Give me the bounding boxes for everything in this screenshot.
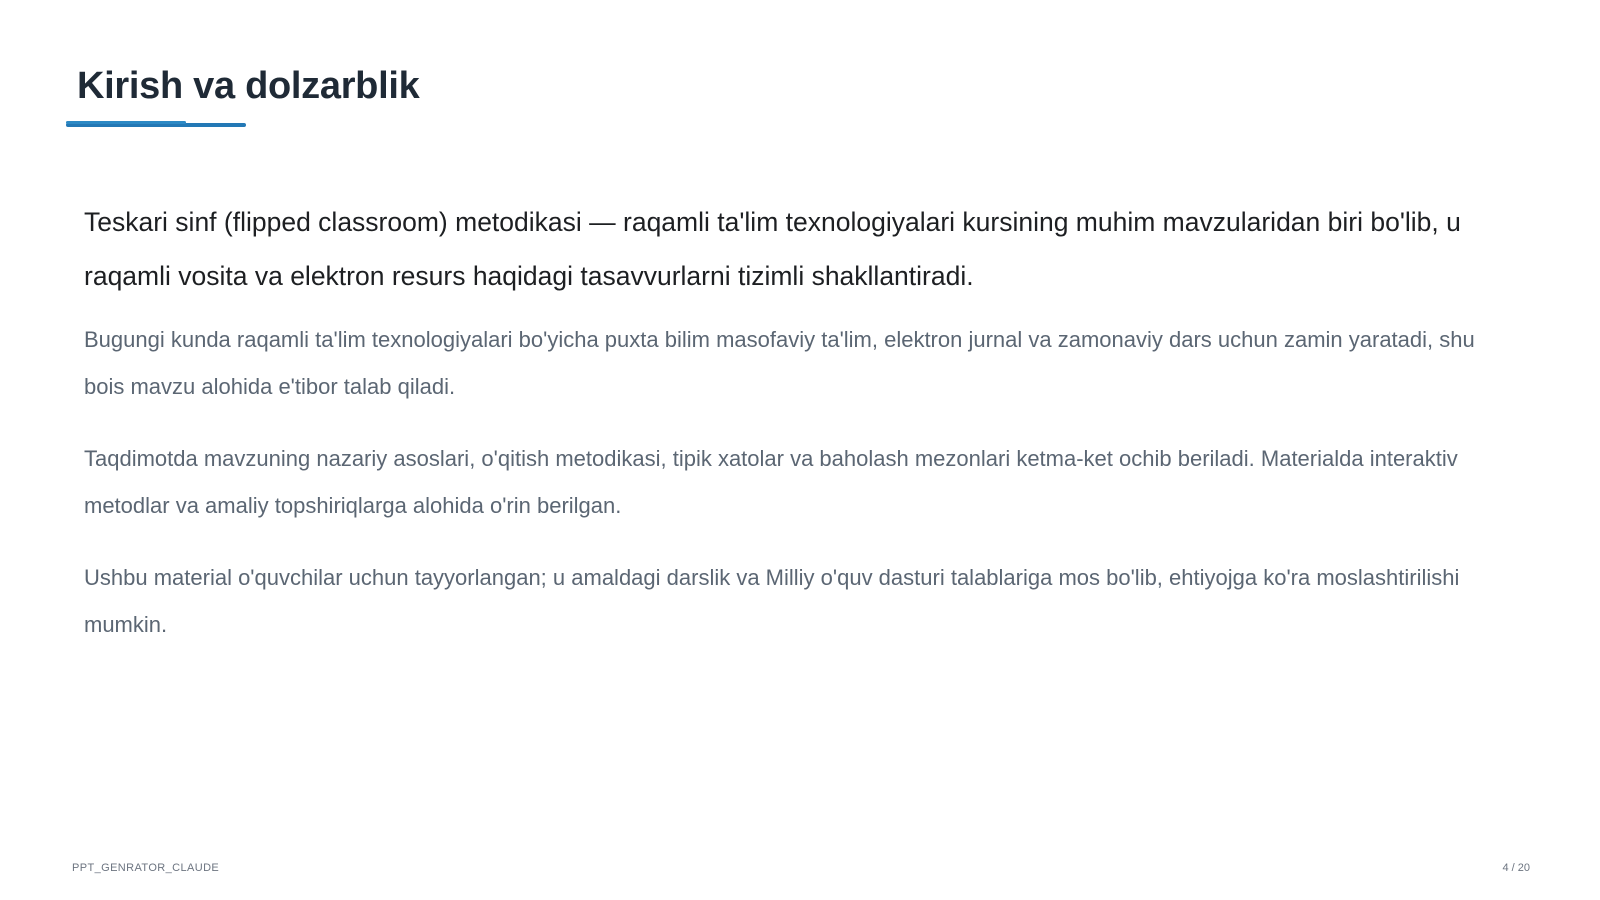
slide-content [84,195,1504,674]
slide-title: Kirish va dolzarblik [77,65,420,107]
body-paragraph: Ushbu material o'quvchilar uchun tayyorlangan; u amaldagi darslik va Milliy o'quv dasturi talablariga mos bo'lib, ehtiyojga ko'ra moslashtirilishi mumkin. [84,565,1460,637]
body-paragraph: Bugungi kunda raqamli ta'lim texnologiyalari bo'yicha puxta bilim masofaviy ta'lim, elektron jurnal va zamonaviy dars uchun zamin yaratadi, shu bois mavzu alohida e'tibor talab qiladi. [84,327,1475,399]
title-accent-underline-highlight [66,121,186,124]
page-indicator: 4 / 20 [1502,862,1530,874]
footer-source-label: PPT_GENRATOR_CLAUDE [72,862,220,874]
lead-paragraph: Teskari sinf (flipped classroom) metodikasi — raqamli ta'lim texnologiyalari kursining muhim mavzularidan biri bo'lib, u raqamli vosita va elektron resurs haqidagi tasavvurlarni tizimli shakllantiradi. [84,207,1461,291]
body-paragraph: Taqdimotda mavzuning nazariy asoslari, o'qitish metodikasi, tipik xatolar va baholash mezonlari ketma-ket ochib beriladi. Materialda interaktiv metodlar va amaliy topshiriqlarga alohida o'rin berilgan. [84,446,1458,518]
